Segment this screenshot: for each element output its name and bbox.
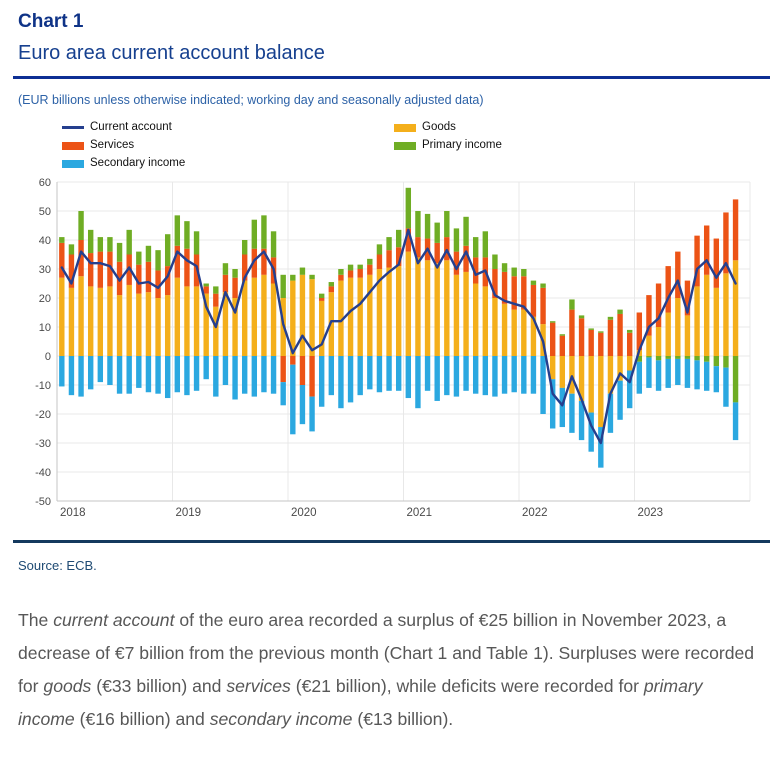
bar-segment (502, 356, 507, 394)
bar-segment (675, 298, 680, 356)
bar-segment (155, 250, 160, 270)
y-tick-label: 10 (38, 322, 51, 334)
bar-segment (357, 356, 362, 395)
bar-segment (377, 356, 382, 392)
bar-segment (521, 356, 526, 394)
y-tick-label: -40 (35, 467, 51, 479)
bar-segment (223, 275, 228, 292)
bar-segment (463, 217, 468, 246)
bar-segment (598, 333, 603, 356)
bar-segment (280, 382, 285, 405)
bar-segment (415, 257, 420, 356)
bar-segment (463, 356, 468, 391)
bar-segment (319, 356, 324, 407)
bar-segment (290, 275, 295, 281)
bar-segment (213, 286, 218, 293)
bar-segment (165, 295, 170, 356)
bar-segment (434, 223, 439, 243)
bar-segment (203, 284, 208, 287)
bar-segment (704, 226, 709, 275)
bar-segment (280, 275, 285, 298)
bar-segment (723, 356, 728, 368)
secondary-income-swatch-icon (62, 160, 84, 168)
bar-segment (714, 356, 719, 366)
bar-segment (175, 356, 180, 392)
services-swatch-icon (62, 142, 84, 150)
bar-segment (637, 362, 642, 394)
bar-segment (213, 356, 218, 397)
chart-svg (20, 175, 754, 527)
bar-segment (223, 356, 228, 385)
bar-segment (126, 356, 131, 394)
paragraph-text: (€21 billion), while deficits were recorded for (290, 676, 644, 696)
bar-segment (357, 269, 362, 278)
bar-segment (560, 334, 565, 335)
chart-number-heading: Chart 1 (18, 11, 84, 32)
bar-segment (78, 211, 83, 240)
bar-segment (59, 278, 64, 356)
bar-segment (685, 356, 690, 359)
bar-segment (203, 356, 208, 379)
y-tick-label: 40 (38, 235, 51, 247)
bar-segment (540, 288, 545, 324)
bar-segment (69, 244, 74, 254)
legend-label: Goods (422, 121, 456, 133)
y-tick-label: 50 (38, 206, 51, 218)
legend-label: Services (90, 139, 135, 151)
bar-segment (665, 356, 670, 359)
legend-item (394, 120, 502, 135)
bar-segment (598, 331, 603, 332)
bar-segment (252, 220, 257, 249)
bar-segment (665, 313, 670, 357)
legend-item (62, 138, 394, 153)
bar-segment (531, 285, 536, 317)
bar-segment (155, 356, 160, 394)
bar-segment (213, 294, 218, 307)
x-tick-label: 2019 (175, 507, 202, 519)
bar-segment (98, 252, 103, 288)
bar-segment (444, 237, 449, 260)
bar-segment (88, 253, 93, 286)
bar-segment (136, 252, 141, 265)
bar-segment (252, 278, 257, 356)
bar-segment (396, 266, 401, 356)
bar-segment (117, 243, 122, 262)
bar-segment (184, 356, 189, 395)
bar-segment (271, 231, 276, 257)
bar-segment (126, 230, 131, 255)
bar-segment (107, 356, 112, 385)
bar-segment (98, 288, 103, 356)
bar-segment (425, 214, 430, 239)
bar-segment (290, 365, 295, 435)
x-tick-label: 2021 (406, 507, 433, 519)
bar-segment (617, 381, 622, 420)
legend-label: Current account (90, 121, 172, 133)
legend-label: Primary income (422, 139, 502, 151)
bar-segment (377, 255, 382, 270)
bar-segment (646, 356, 651, 357)
bar-segment (588, 328, 593, 329)
bar-segment (98, 356, 103, 382)
bar-segment (502, 263, 507, 272)
bar-segment (531, 281, 536, 285)
bar-segment (117, 356, 122, 394)
bar-segment (242, 356, 247, 394)
bar-segment (194, 356, 199, 391)
bar-segment (88, 286, 93, 356)
bar-segment (271, 356, 276, 394)
bar-segment (338, 269, 343, 275)
bar-segment (483, 286, 488, 356)
bar-segment (588, 356, 593, 413)
bar-segment (444, 260, 449, 356)
bar-segment (309, 275, 314, 279)
bar-segment (492, 356, 497, 397)
bar-segment (579, 315, 584, 318)
bar-segment (560, 356, 565, 388)
bar-segment (617, 310, 622, 314)
bar-segment (146, 356, 151, 392)
y-tick-label: -30 (35, 438, 51, 450)
y-tick-label: 30 (38, 264, 51, 276)
paragraph-term-italic: services (226, 676, 291, 696)
bar-segment (646, 357, 651, 387)
bar-segment (126, 285, 131, 356)
bar-segment (569, 356, 574, 394)
bar-segment (406, 252, 411, 356)
legend-item (62, 156, 394, 171)
bar-segment (483, 231, 488, 257)
bar-segment (107, 237, 112, 252)
bar-segment (329, 282, 334, 286)
bar-segment (550, 356, 555, 379)
bar-segment (232, 278, 237, 298)
current-account-swatch-icon (62, 126, 84, 129)
bar-segment (723, 273, 728, 356)
bar-segment (733, 260, 738, 356)
bar-segment (309, 279, 314, 356)
bar-segment (511, 268, 516, 277)
bar-segment (146, 246, 151, 262)
bar-segment (386, 268, 391, 356)
bar-segment (511, 310, 516, 356)
chart-legend (62, 120, 752, 171)
bar-segment (367, 265, 372, 275)
bar-segment (714, 366, 719, 392)
bar-segment (675, 359, 680, 385)
bar-segment (338, 356, 343, 408)
bar-segment (588, 330, 593, 356)
source-note: Source: ECB. (18, 558, 97, 573)
bar-segment (232, 356, 237, 400)
bar-segment (309, 397, 314, 432)
bar-segment (396, 230, 401, 247)
bar-segment (733, 199, 738, 260)
legend-column (394, 120, 502, 171)
bar-segment (665, 359, 670, 388)
bar-segment (386, 356, 391, 391)
bar-segment (425, 260, 430, 356)
bar-segment (117, 295, 122, 356)
bar-segment (309, 356, 314, 397)
bar-segment (194, 231, 199, 254)
body-paragraph (18, 573, 760, 736)
paragraph-text: (€16 billion) and (74, 709, 210, 729)
bar-segment (733, 402, 738, 440)
bar-segment (473, 284, 478, 357)
bar-segment (425, 356, 430, 391)
bar-segment (300, 356, 305, 385)
bar-segment (271, 284, 276, 357)
bar-segment (694, 360, 699, 389)
bar-segment (694, 356, 699, 360)
bar-segment (300, 275, 305, 356)
bar-segment (714, 239, 719, 288)
bar-segment (223, 263, 228, 275)
bar-segment (319, 298, 324, 301)
bar-segment (348, 265, 353, 271)
bar-segment (175, 215, 180, 245)
bar-segment (473, 237, 478, 257)
bar-segment (232, 269, 237, 278)
bar-segment (300, 268, 305, 275)
paragraph-text: (€33 billion) and (91, 676, 227, 696)
bar-segment (252, 356, 257, 397)
bar-segment (88, 356, 93, 389)
paragraph-term-italic: goods (43, 676, 92, 696)
bar-segment (685, 359, 690, 388)
paragraph-term-italic: current account (53, 610, 175, 630)
bar-segment (579, 318, 584, 356)
bar-segment (608, 320, 613, 356)
bar-segment (444, 211, 449, 237)
goods-swatch-icon (394, 124, 416, 132)
y-tick-label: -20 (35, 409, 51, 421)
bar-segment (540, 356, 545, 414)
chart-units-note: (EUR billions unless otherwise indicated; working day and seasonally adjusted data) (18, 93, 484, 107)
paragraph-term-italic: secondary income (209, 709, 353, 729)
bar-segment (175, 278, 180, 356)
bar-segment (704, 356, 709, 362)
bar-segment (59, 356, 64, 386)
bar-segment (656, 360, 661, 390)
bar-segment (502, 304, 507, 356)
bar-segment (444, 356, 449, 395)
bar-segment (569, 310, 574, 356)
bar-segment (261, 275, 266, 356)
bar-segment (598, 356, 603, 427)
bar-segment (136, 356, 141, 388)
legend-item (62, 120, 394, 135)
bar-segment (194, 286, 199, 356)
bar-segment (319, 294, 324, 298)
x-tick-label: 2018 (60, 507, 86, 519)
chart-canvas (20, 175, 752, 532)
bar-segment (685, 315, 690, 356)
bar-segment (723, 368, 728, 407)
bar-segment (627, 333, 632, 356)
bar-segment (569, 394, 574, 433)
bar-segment (415, 211, 420, 237)
bar-segment (386, 250, 391, 267)
bar-segment (184, 249, 189, 287)
legend-label: Secondary income (90, 157, 186, 169)
y-tick-label: 0 (44, 351, 51, 363)
bar-segment (511, 356, 516, 392)
bar-segment (646, 336, 651, 356)
bar-segment (521, 269, 526, 276)
bar-segment (704, 275, 709, 356)
bar-segment (165, 234, 170, 266)
bar-segment (78, 356, 83, 397)
x-tick-label: 2020 (291, 507, 317, 519)
bar-segment (540, 284, 545, 288)
bar-segment (434, 356, 439, 401)
bar-segment (608, 317, 613, 320)
bar-segment (694, 286, 699, 356)
bar-segment (521, 276, 526, 309)
bar-segment (396, 356, 401, 391)
bar-segment (319, 301, 324, 356)
bar-segment (300, 385, 305, 424)
bar-segment (165, 356, 170, 398)
bar-segment (290, 356, 295, 365)
bar-segment (261, 215, 266, 248)
bar-segment (386, 237, 391, 250)
bar-segment (656, 327, 661, 356)
bar-segment (261, 356, 266, 392)
bar-segment (348, 270, 353, 277)
bar-segment (88, 230, 93, 253)
bar-segment (531, 356, 536, 394)
bar-segment (184, 221, 189, 249)
bar-segment (69, 288, 74, 356)
paragraph-text: of the euro area recorded a surplus of €25 billion in November 2023, a decrease of €7 billion from the previous month (Chart 1 and Table 1). Surpluses were recorded for (18, 610, 755, 696)
bar-segment (492, 255, 497, 270)
bar-segment (569, 299, 574, 309)
bar-segment (714, 288, 719, 356)
bar-segment (280, 356, 285, 382)
bar-segment (98, 237, 103, 252)
bar-segment (704, 362, 709, 391)
bar-segment (213, 307, 218, 356)
x-tick-label: 2022 (522, 507, 548, 519)
bar-segment (656, 356, 661, 360)
bar-segment (69, 356, 74, 395)
bar-segment (434, 243, 439, 263)
bar-segment (357, 278, 362, 356)
bar-segment (203, 286, 208, 293)
paragraph-term-italic: primary income (18, 676, 703, 729)
paragraph-text: (€13 billion). (352, 709, 454, 729)
bar-segment (348, 356, 353, 402)
bar-segment (155, 298, 160, 356)
bar-segment (367, 259, 372, 265)
bar-segment (59, 237, 64, 243)
bar-segment (521, 310, 526, 356)
bar-segment (406, 356, 411, 398)
bar-segment (242, 281, 247, 356)
bar-segment (329, 356, 334, 395)
bar-segment (329, 286, 334, 292)
paragraph-text: The (18, 610, 54, 630)
bar-segment (473, 356, 478, 394)
y-tick-label: 60 (38, 177, 51, 189)
bar-segment (675, 356, 680, 359)
bar-segment (560, 388, 565, 427)
bar-segment (665, 266, 670, 312)
bar-segment (733, 356, 738, 402)
bar-segment (184, 286, 189, 356)
bar-segment (463, 272, 468, 356)
bar-segment (560, 336, 565, 356)
bar-segment (367, 275, 372, 356)
legend-item (394, 138, 502, 153)
bar-segment (454, 275, 459, 356)
bar-segment (357, 265, 362, 269)
y-tick-label: -10 (35, 380, 51, 392)
bar-segment (454, 228, 459, 251)
bar-segment (146, 292, 151, 356)
bar-segment (627, 330, 632, 333)
bar-segment (627, 356, 632, 371)
chart-title: Euro area current account balance (18, 42, 325, 64)
bar-segment (415, 356, 420, 408)
bar-segment (550, 323, 555, 356)
bar-segment (367, 356, 372, 389)
bar-segment (78, 276, 83, 356)
bar-segment (492, 298, 497, 356)
bar-segment (550, 321, 555, 322)
bar-segment (242, 240, 247, 255)
bar-segment (338, 275, 343, 281)
legend-column (62, 120, 394, 171)
bar-segment (617, 314, 622, 356)
primary-income-swatch-icon (394, 142, 416, 150)
bar-segment (348, 278, 353, 356)
bar-segment (136, 294, 141, 356)
bar-segment (146, 262, 151, 292)
y-tick-label: -50 (35, 496, 51, 508)
x-tick-label: 2023 (637, 507, 664, 519)
bar-segment (107, 286, 112, 356)
bar-segment (434, 263, 439, 356)
bar-segment (454, 356, 459, 397)
y-tick-label: 20 (38, 293, 51, 305)
bar-segment (406, 188, 411, 229)
bar-segment (377, 244, 382, 254)
bar-segment (483, 356, 488, 395)
